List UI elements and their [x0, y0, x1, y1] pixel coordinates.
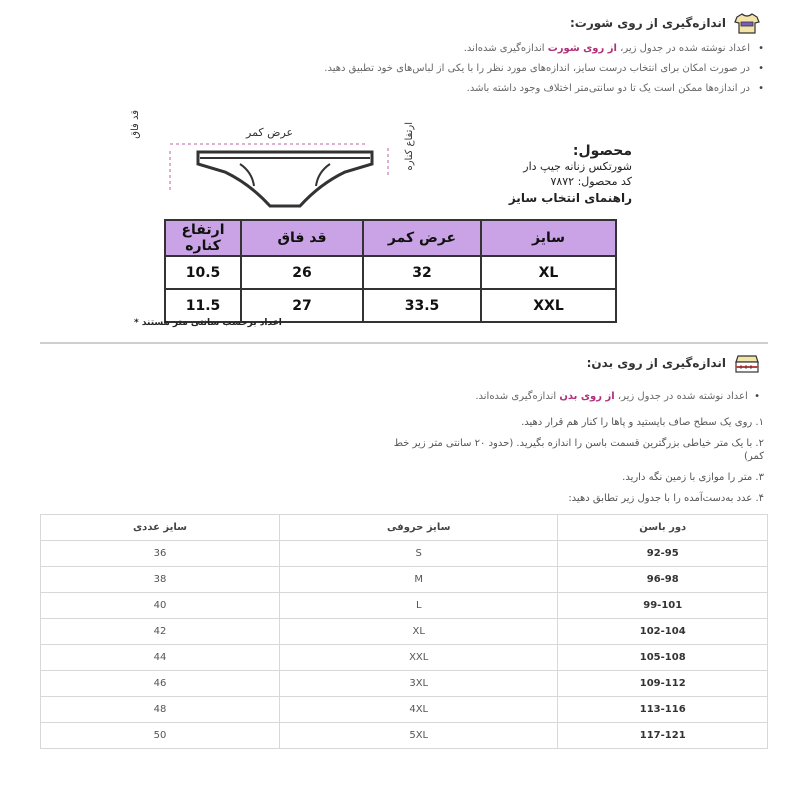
table-cell: XL: [481, 256, 616, 289]
section-divider: [40, 342, 768, 344]
table-cell: XXL: [481, 289, 616, 322]
table-cell: S: [280, 541, 558, 567]
table-cell: 26: [241, 256, 363, 289]
table-header-row: [165, 220, 616, 256]
waist-label: عرض کمر: [246, 126, 294, 139]
header-cell: ارتفاع کناره: [165, 220, 241, 256]
tshirt-icon: [734, 12, 760, 34]
header-cell: سایز حروفی: [280, 515, 558, 541]
table-row: [41, 619, 768, 645]
table-cell: 3XL: [280, 671, 558, 697]
body-size-table: [40, 514, 768, 749]
table-cell: 5XL: [280, 723, 558, 749]
table-cell: 38: [41, 567, 280, 593]
table-cell: 96-98: [558, 567, 768, 593]
body-note: • اعداد نوشته شده در جدول زیر، از روی بدن اندازه‌گیری شده‌اند.: [475, 391, 760, 402]
step-item: ۴. عدد به‌دست‌آمده را با جدول زیر تطابق دهید:: [568, 493, 764, 504]
table-cell: 10.5: [165, 256, 241, 289]
body-section-title: اندازه‌گیری از روی بدن:: [586, 356, 726, 370]
table-row: [41, 567, 768, 593]
list-item: • در اندازه‌ها ممکن است یک تا دو سانتی‌متر اختلاف وجود داشته باشد.: [324, 82, 766, 95]
measure-steps: [374, 416, 764, 513]
table-row: [41, 671, 768, 697]
body-section-header: [587, 352, 760, 374]
table-cell: 33.5: [363, 289, 481, 322]
size-guide-title: راهنمای انتخاب سایز: [508, 191, 632, 205]
hip-label: قد فاق: [130, 110, 141, 139]
table-cell: 48: [41, 697, 280, 723]
table-cell: 102-104: [558, 619, 768, 645]
product-code: کد محصول: ۷۸۷۲: [550, 175, 632, 188]
shirt-section-title: اندازه‌گیری از روی شورت:: [569, 16, 726, 30]
table-row: [41, 541, 768, 567]
header-cell: سایز عددی: [41, 515, 280, 541]
list-item: • در صورت امکان برای انتخاب درست سایز، اندازه‌های مورد نظر را با یکی از لباس‌های خود تطبیق دهید.: [324, 62, 766, 75]
table-cell: 109-112: [558, 671, 768, 697]
table-cell: 50: [41, 723, 280, 749]
table-cell: 44: [41, 645, 280, 671]
shirt-section-header: [570, 12, 760, 34]
side-height-label: ارتفاع کناره: [404, 122, 415, 171]
table-cell: 36: [41, 541, 280, 567]
table-cell: 113-116: [558, 697, 768, 723]
table-cell: L: [280, 593, 558, 619]
units-note: اعداد برحسب سانتی متر هستند *: [134, 318, 282, 328]
table-cell: M: [280, 567, 558, 593]
list-item: • اعداد نوشته شده در جدول زیر، از روی شورت اندازه‌گیری شده‌اند.: [324, 42, 766, 55]
step-item: ۱. روی یک سطح صاف بایستید و پاها را کنار هم قرار دهید.: [521, 417, 764, 428]
step-item: ۲. با یک متر خیاطی بزرگترین قسمت باسن را اندازه بگیرید. (حدود ۲۰ سانتی متر زیر خط کمر): [393, 438, 764, 462]
shorts-size-table: [164, 219, 617, 323]
header-cell: قد فاق: [241, 220, 363, 256]
table-cell: 11.5: [165, 289, 241, 322]
table-cell: 4XL: [280, 697, 558, 723]
table-cell: 40: [41, 593, 280, 619]
table-row: [41, 593, 768, 619]
table-cell: 32: [363, 256, 481, 289]
table-cell: XXL: [280, 645, 558, 671]
header-cell: سایز: [481, 220, 616, 256]
table-row: [41, 645, 768, 671]
table-cell: XL: [280, 619, 558, 645]
table-row: [41, 697, 768, 723]
table-header-row: [41, 515, 768, 541]
header-cell: عرض کمر: [363, 220, 481, 256]
measuring-icon: [734, 352, 760, 374]
shirt-notes-list: [324, 42, 766, 102]
table-cell: 117-121: [558, 723, 768, 749]
product-label: محصول:: [572, 143, 632, 159]
table-cell: 92-95: [558, 541, 768, 567]
table-cell: 105-108: [558, 645, 768, 671]
table-row: [41, 723, 768, 749]
header-cell: دور باسن: [558, 515, 768, 541]
table-cell: 99-101: [558, 593, 768, 619]
product-name: شورتکس زنانه جیپ دار: [523, 160, 632, 173]
step-item: ۳. متر را موازی با زمین نگه دارید.: [622, 472, 764, 483]
table-cell: 42: [41, 619, 280, 645]
table-cell: 27: [241, 289, 363, 322]
table-row: [165, 256, 616, 289]
table-cell: 46: [41, 671, 280, 697]
product-info: [509, 143, 632, 205]
